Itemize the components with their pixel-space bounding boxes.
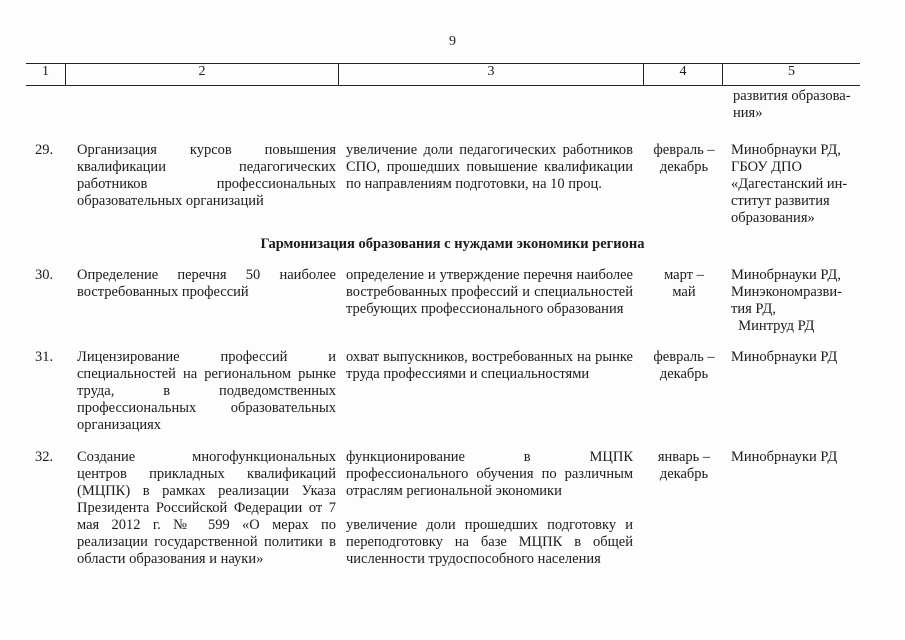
row-activity: Определение перечня 50 наиболее востребованных профессий xyxy=(77,267,336,300)
row-responsible: Минобрнауки РД xyxy=(731,349,838,365)
carryover-responsible: развития образова- ния» xyxy=(733,88,851,121)
row-responsible: Минобрнауки РД xyxy=(731,449,838,465)
row-term: февраль – декабрь xyxy=(653,142,715,175)
row-indicator: функционирование в МЦПК профессионального обучения по различным отраслям региональной экономики xyxy=(346,449,633,499)
row-activity: Создание многофункциональных центров прикладных квалификаций (МЦПК) в рамках реализации Указа Президента Российской Федерации от 7 мая 2012 г. № 599 «О мерах по реализации государственной политики в области образования и науки» xyxy=(77,449,336,567)
column-header-1: 1 xyxy=(42,64,49,79)
page-number: 9 xyxy=(449,34,456,49)
row-indicator: охват выпускников, востребованных на рынке труда профессиями и специальностями xyxy=(346,349,633,382)
column-header-4: 4 xyxy=(679,64,687,79)
section-heading: Гармонизация образования с нуждами экономики региона xyxy=(260,236,645,252)
row-responsible: Минобрнауки РД, ГБОУ ДПО «Дагестанский ин- ститут развития образования» xyxy=(731,142,848,226)
row-responsible: Минобрнауки РД, Минэкономразви- тия РД, Минтруд РД xyxy=(731,267,842,334)
row-term: февраль – декабрь xyxy=(653,349,715,382)
row-term: март – май xyxy=(664,267,704,300)
row-number: 32. xyxy=(35,449,54,465)
column-header-2: 2 xyxy=(198,64,206,79)
column-header-5: 5 xyxy=(788,64,795,79)
column-header-3: 3 xyxy=(487,64,495,79)
row-number: 29. xyxy=(35,142,54,158)
row-activity: Лицензирование профессий и специальностей на региональном рынке труда, в подведомственных профессиональных образовательных организациях xyxy=(77,349,336,433)
row-number: 31. xyxy=(35,349,54,365)
row-indicator: определение и утверждение перечня наиболее востребованных профессий и специальностей требующих профессионального образования xyxy=(346,267,633,317)
table-header-bottom-rule xyxy=(26,85,860,86)
row-term: январь – декабрь xyxy=(657,449,711,482)
row-number: 30. xyxy=(35,267,54,283)
row-indicator-secondary: увеличение доли прошедших подготовку и переподготовку на базе МЦПК в общей численности трудоспособного населения xyxy=(346,517,633,567)
row-activity: Организация курсов повышения квалификации педагогических работников профессиональных образовательных организаций xyxy=(77,142,336,209)
row-indicator: увеличение доли педагогических работников СПО, прошедших повышение квалификации по направлениям подготовки, на 10 проц. xyxy=(346,142,633,192)
